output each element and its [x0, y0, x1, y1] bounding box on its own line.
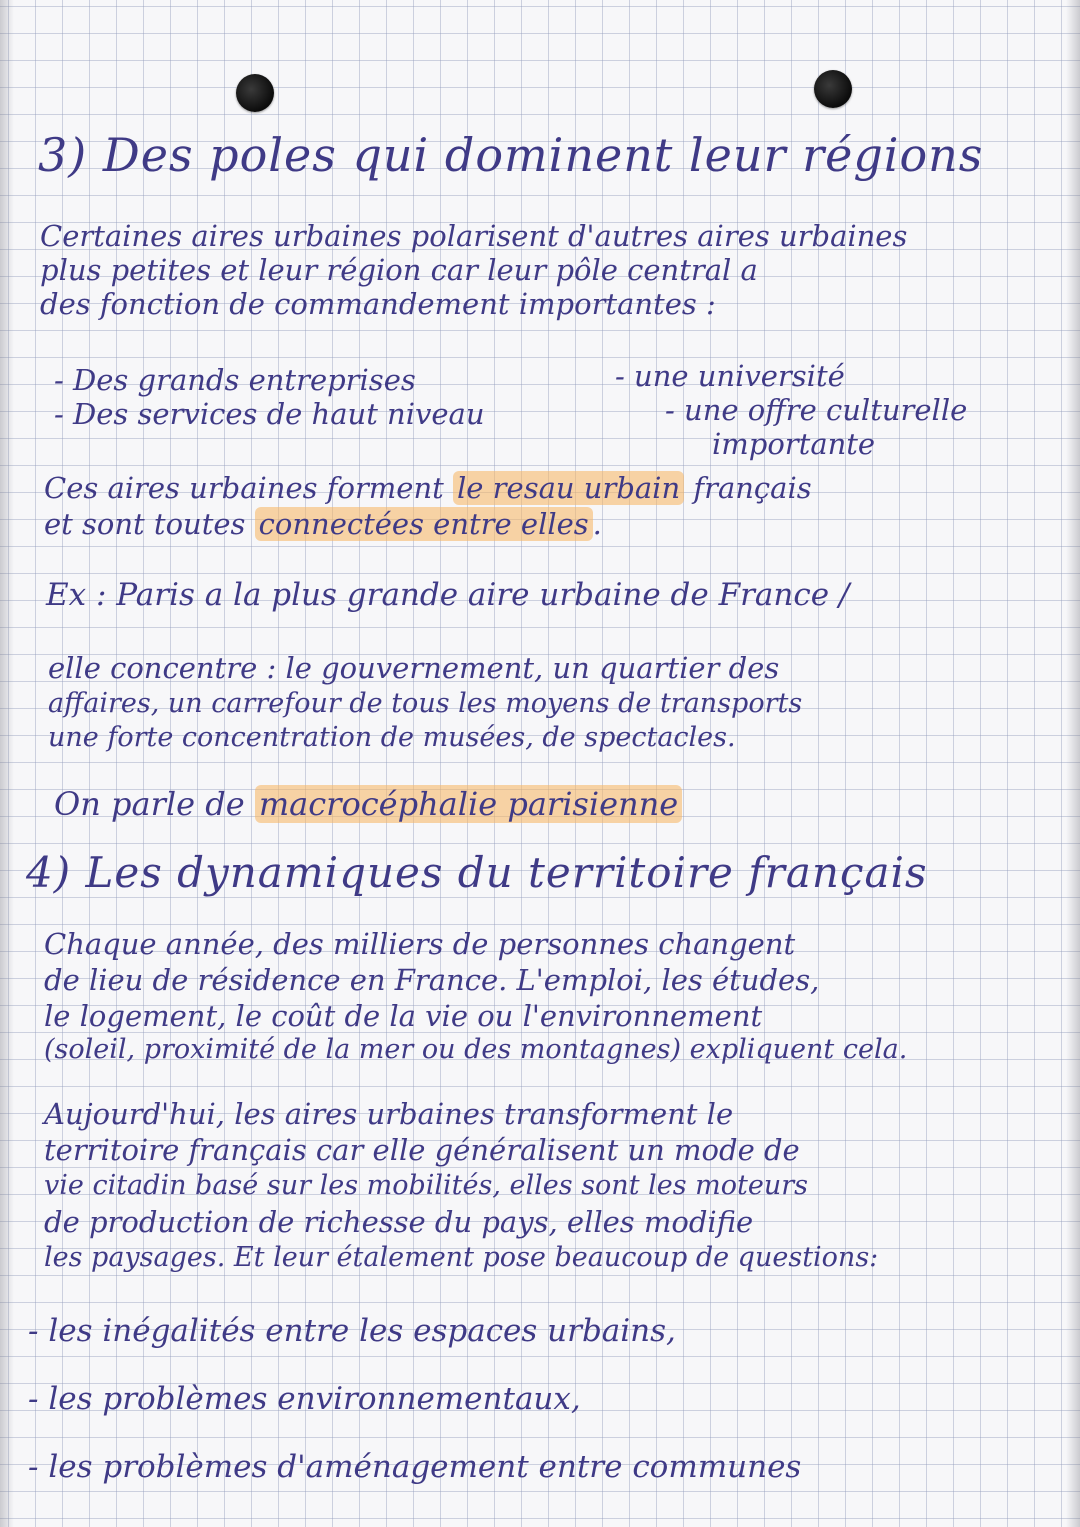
question-line-2: - les problèmes environnementaux, — [28, 1381, 581, 1417]
residence-line-2: de lieu de résidence en France. L'emploi, les études, — [44, 963, 820, 997]
today-line-5: les paysages. Et leur étalement pose beaucoup de questions: — [44, 1242, 879, 1273]
section4-heading: 4) Les dynamiques du territoire français — [26, 848, 928, 897]
network-line-1-text: Ces aires urbaines forment — [44, 471, 454, 505]
network-line-2-text: et sont toutes — [44, 507, 255, 541]
concentration-line-1: elle concentre : le gouvernement, un quartier des — [48, 651, 780, 685]
today-line-3: vie citadin basé sur les mobilités, elles sont les moteurs — [44, 1170, 809, 1201]
binder-hole-left — [236, 74, 274, 112]
page-edge-shadow-left — [0, 0, 14, 1527]
concentration-line-2: affaires, un carrefour de tous les moyens de transports — [48, 688, 803, 719]
question-line-3: - les problèmes d'aménagement entre communes — [28, 1449, 802, 1485]
network-line-2-end: . — [592, 507, 602, 541]
highlight-macrocephalie: macrocéphalie parisienne — [255, 785, 682, 823]
bullet-right-2: - une offre culturelle — [665, 393, 968, 427]
page-edge-shadow-right — [1066, 0, 1080, 1527]
bullet-left-1: - Des grands entreprises — [54, 363, 416, 397]
residence-line-3: le logement, le coût de la vie ou l'environnement — [44, 999, 763, 1033]
bullet-left-2: - Des services de haut niveau — [54, 397, 485, 431]
example-line: Ex : Paris a la plus grande aire urbaine de France / — [46, 577, 850, 613]
binder-hole-right — [814, 70, 852, 108]
today-line-1: Aujourd'hui, les aires urbaines transforment le — [44, 1097, 734, 1131]
today-line-4: de production de richesse du pays, elles modifie — [44, 1205, 754, 1239]
macrocephalie-text: On parle de — [54, 785, 255, 823]
intro-line-3: des fonction de commandement importantes : — [40, 287, 716, 321]
today-line-2: territoire français car elle généralisent un mode de — [44, 1133, 800, 1167]
network-line-1 — [44, 471, 812, 505]
network-line-1-end: français — [684, 471, 812, 505]
intro-line-2: plus petites et leur région car leur pôle central a — [40, 253, 758, 287]
highlight-reseau-urbain: le resau urbain — [453, 471, 684, 505]
macrocephalie-line — [54, 785, 682, 823]
concentration-line-3: une forte concentration de musées, de spectacles. — [48, 722, 736, 753]
highlight-connectees: connectées entre elles — [255, 507, 593, 541]
bullet-right-3: importante — [712, 427, 876, 461]
network-line-2 — [44, 507, 602, 541]
intro-line-1: Certaines aires urbaines polarisent d'autres aires urbaines — [40, 219, 908, 253]
residence-line-1: Chaque année, des milliers de personnes changent — [44, 927, 796, 961]
question-line-1: - les inégalités entre les espaces urbains, — [28, 1313, 676, 1349]
bullet-right-1: - une université — [615, 359, 845, 393]
residence-line-4: (soleil, proximité de la mer ou des montagnes) expliquent cela. — [44, 1034, 908, 1065]
section3-heading: 3) Des poles qui dominent leur régions — [38, 128, 984, 182]
